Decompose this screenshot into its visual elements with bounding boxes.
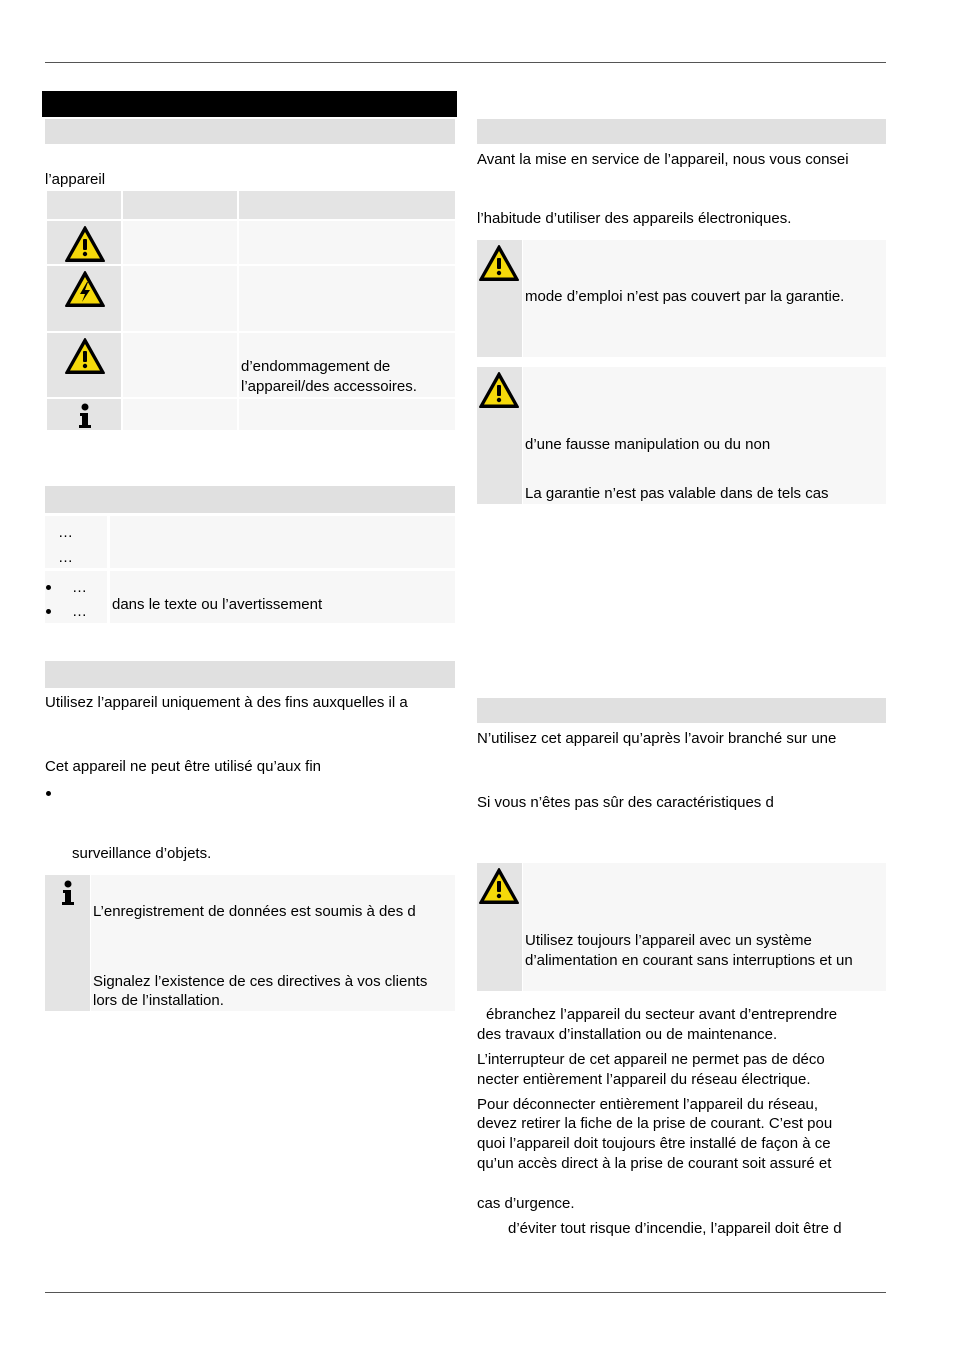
- notation-ellipsis: …: [58, 524, 73, 541]
- footer-rule: [45, 1292, 886, 1293]
- body-text: quoi l’appareil doit toujours être installé de façon à ce: [477, 1135, 831, 1152]
- symbol-description-line: l’appareil/des accessoires.: [241, 378, 417, 395]
- body-text: devez retirer la fiche de la prise de courant. C’est pou: [477, 1115, 833, 1132]
- notation-ellipsis: …: [58, 549, 73, 566]
- subsection-bar-symbols: [45, 119, 455, 144]
- warning-icon: [477, 370, 521, 410]
- warning-icon: [477, 243, 521, 283]
- symbol-description-line: d’endommagement de: [241, 358, 391, 375]
- table-row: [123, 221, 237, 264]
- body-text: d’éviter tout risque d’incendie, l’appareil doit être d: [508, 1220, 842, 1237]
- notation-row: [110, 516, 455, 568]
- notation-ellipsis: …: [72, 603, 87, 620]
- warning-icon: [63, 224, 107, 264]
- info-box-text: Signalez l’existence de ces directives à vos clients: [93, 973, 428, 990]
- body-text: Pour déconnecter entièrement l’appareil du réseau,: [477, 1096, 819, 1113]
- table-row: [239, 399, 455, 430]
- subsection-bar-notation: [45, 486, 455, 513]
- info-icon: [76, 403, 94, 429]
- usage-text: Utilisez l’appareil uniquement à des fins auxquelles il a: [45, 694, 408, 711]
- info-icon: [59, 880, 77, 906]
- body-text: qu’un accès direct à la prise de courant soit assuré et: [477, 1155, 832, 1172]
- warning-text: mode d’emploi n’est pas couvert par la garantie.: [525, 288, 845, 305]
- warning-icon: [63, 336, 107, 376]
- electric-shock-warning-icon: [63, 269, 107, 309]
- body-text: necter entièrement l’appareil du réseau électrique.: [477, 1071, 811, 1088]
- table-row: [123, 333, 237, 397]
- body-text: cas d’urgence.: [477, 1195, 575, 1212]
- notation-description: dans le texte ou l’avertissement: [112, 596, 323, 613]
- subsection-bar-usage: [45, 661, 455, 688]
- intro-line: l’appareil: [45, 171, 106, 188]
- bullet: [46, 585, 51, 590]
- body-text: des travaux d’installation ou de maintenance.: [477, 1026, 778, 1043]
- warning-text: Utilisez toujours l’appareil avec un système: [525, 932, 812, 949]
- section-title-bar: [42, 91, 457, 117]
- notation-ellipsis: …: [72, 579, 87, 596]
- table-row: [123, 266, 237, 331]
- usage-text: Cet appareil ne peut être utilisé qu’aux fin: [45, 758, 322, 775]
- body-text: ébranchez l’appareil du secteur avant d’entreprendre: [486, 1006, 838, 1023]
- subsection-bar-power: [477, 698, 886, 723]
- usage-text: surveillance d’objets.: [72, 845, 212, 862]
- power-text: N’utilisez cet appareil qu’après l’avoir branché sur une: [477, 730, 837, 747]
- bullet: [46, 791, 51, 796]
- body-text: L’interrupteur de cet appareil ne permet pas de déco: [477, 1051, 825, 1068]
- intro-text: Avant la mise en service de l’appareil, nous vous consei: [477, 151, 849, 168]
- table-row: [239, 221, 455, 264]
- header-rule: [45, 62, 886, 63]
- table-header-cell: [239, 191, 455, 219]
- info-box-text: L’enregistrement de données est soumis à des d: [93, 903, 416, 920]
- info-box-text: lors de l’installation.: [93, 992, 224, 1009]
- warning-text: d’alimentation en courant sans interruptions et un: [525, 952, 853, 969]
- table-header-cell: [47, 191, 121, 219]
- power-text: Si vous n’êtes pas sûr des caractéristiques d: [477, 794, 774, 811]
- table-row: [123, 399, 237, 430]
- warning-icon: [477, 866, 521, 906]
- warning-box: [523, 863, 886, 991]
- warning-text: La garantie n’est pas valable dans de tels cas: [525, 485, 829, 502]
- intro-text: l’habitude d’utiliser des appareils électroniques.: [477, 210, 792, 227]
- table-row: [239, 266, 455, 331]
- bullet: [46, 609, 51, 614]
- table-header-cell: [123, 191, 237, 219]
- warning-text: d’une fausse manipulation ou du non: [525, 436, 771, 453]
- notation-row: [45, 516, 107, 568]
- subsection-bar-safety: [477, 119, 886, 144]
